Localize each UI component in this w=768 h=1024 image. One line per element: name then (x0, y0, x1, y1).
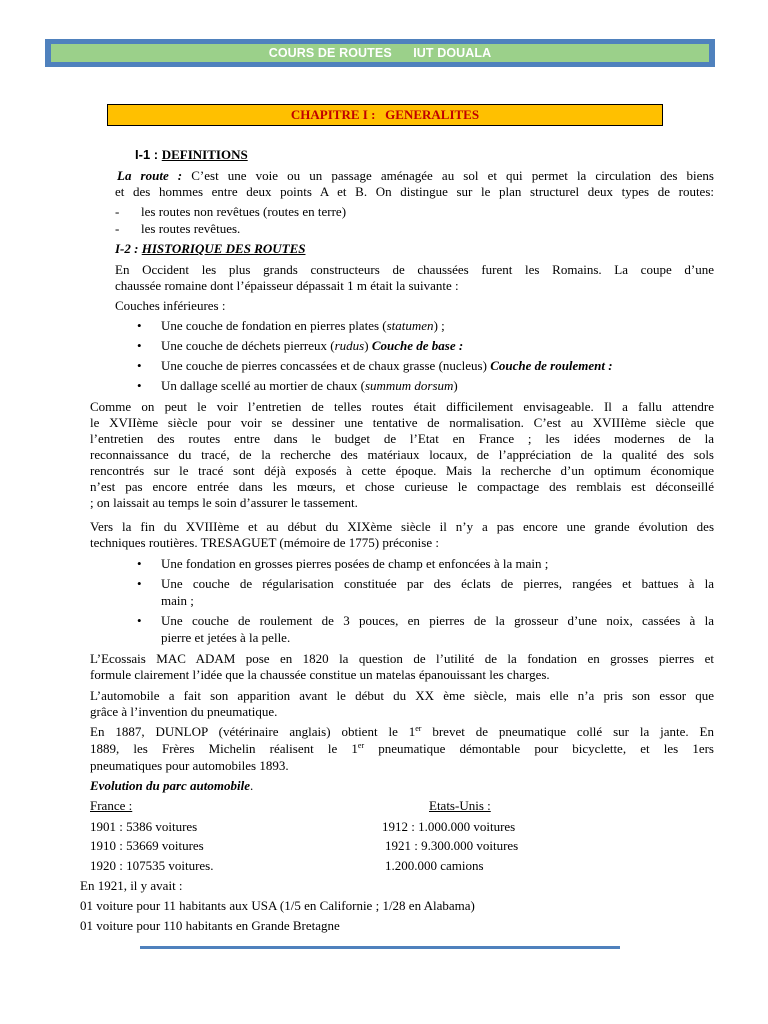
list-item (161, 378, 458, 394)
list-item (161, 318, 445, 334)
table-cell-france: 1910 : 53669 voitures (90, 838, 204, 853)
layer-label: Couche de base : (371, 338, 464, 353)
bullet-dot: • (137, 613, 142, 628)
paragraph-line: le XVIIème siècle pour voir se dessiner une tentative de normalisation. C’est au XVIIIème siècle que (90, 415, 714, 430)
superscript: er (357, 741, 365, 750)
paragraph-line: ; on laissait au temps le soin d’assurer le tassement. (90, 495, 358, 510)
section-title: HISTORIQUE DES ROUTES (141, 241, 306, 256)
list-label: Couches inférieures : (115, 298, 226, 313)
list-item: Une couche de régularisation constituée par des éclats de pierres, rangées et battues à la (161, 576, 714, 591)
list-item: les routes non revêtues (routes en terre) (141, 204, 347, 219)
text-span: Une couche de déchets pierreux ( (161, 338, 335, 353)
table-cell-france: 1920 : 107535 voitures. (90, 858, 214, 873)
bullet-dot: • (137, 556, 142, 571)
paragraph-line: rencontrés sur le tracé sont déjà exposés à cette époque. Mais la recherche d’un optimum économique (90, 463, 714, 478)
paragraph-line: 01 voiture pour 11 habitants aux USA (1/5 en Californie ; 1/28 en Alabama) (80, 898, 475, 913)
text-span: Une couche de fondation en pierres plates ( (161, 318, 387, 333)
list-item (161, 338, 463, 354)
section-number: I-1 : (135, 147, 162, 162)
list-item: les routes revêtues. (141, 221, 241, 236)
paragraph-line: l’entretien des routes entre dans le budget de l’Etat en France ; les idées modernes de la (90, 431, 714, 446)
paragraph-line: n’est pas encore entrée dans les mœurs, et chose curieuse le compactage des remblais est déconseillé (90, 479, 714, 494)
text-span: pneumatique démontable pour bicyclette, et les 1ers (364, 741, 714, 756)
paragraph-line: Vers la fin du XVIIIème et au début du XIXème siècle il n’y a pas encore une grande évolution des (90, 519, 714, 534)
paragraph-line: En 1921, il y avait : (80, 878, 183, 893)
chapter-title: CHAPITRE I : GENERALITES (290, 107, 480, 122)
subsection-title (90, 778, 253, 794)
dash-bullet: - (115, 221, 120, 236)
list-item: Une fondation en grosses pierres posées de champ et enfoncées à la main ; (161, 556, 549, 571)
text-span: 1889, les Frères Michelin réalisent le 1 (90, 741, 358, 756)
text-span: C’est une voie ou un passage aménagée au sol et qui permet la circulation des biens (182, 168, 714, 183)
section-heading-definitions (135, 147, 248, 163)
text-span: ) ; (433, 318, 445, 333)
paragraph-line: L’Ecossais MAC ADAM pose en 1820 la question de l’utilité de la fondation en grosses pierres et (90, 651, 714, 666)
latin-term: statumen (386, 318, 434, 333)
list-item-continuation: main ; (161, 593, 194, 608)
paragraph-line (90, 724, 714, 740)
paragraph-line: L’automobile a fait son apparition avant le début du XX ème siècle, mais elle n’a pris son essor que (90, 688, 714, 703)
table-cell-france: 1901 : 5386 voitures (90, 819, 198, 834)
text-span: brevet de pneumatique collé sur la jante. En (421, 724, 714, 739)
table-cell-usa: 1.200.000 camions (385, 858, 484, 873)
term-label: La route : (117, 168, 183, 183)
text-span: Une couche de pierres concassées et de chaux grasse (nucleus) (161, 358, 491, 373)
superscript: er (415, 724, 422, 733)
layer-label: Couche de roulement : (490, 358, 613, 373)
header-title: COURS DE ROUTES IUT DOUALA (268, 46, 492, 60)
chapter-title-box (107, 104, 663, 126)
list-item-continuation: pierre et jetées à la pelle. (161, 630, 291, 645)
bottom-rule (140, 946, 620, 949)
dash-bullet: - (115, 204, 120, 219)
table-cell-usa: 1921 : 9.300.000 voitures (385, 838, 519, 853)
subsection-title-text: Evolution du parc automobile (90, 778, 250, 793)
bullet-dot: • (137, 318, 142, 333)
paragraph-line: reconnaissance du tracé, de la recherche des matériaux locaux, de l’appréciation de la qualité des sols (90, 447, 714, 462)
paragraph-line: et des hommes entre deux points A et B. On distingue sur le plan structurel deux types de routes: (115, 184, 714, 199)
text-span: ) (453, 378, 458, 393)
paragraph-line: Comme on peut le voir l’entretien de telles routes était difficilement envisageable. Il a fallu attendre (90, 399, 714, 414)
paragraph-line: formule clairement l’idée que la chaussée constitue un matelas épanouissant les charges. (90, 667, 550, 682)
bullet-dot: • (137, 338, 142, 353)
paragraph-line: chaussée romaine dont l’épaisseur dépassait 1 m était la suivante : (115, 278, 459, 293)
latin-term: summum dorsum (364, 378, 454, 393)
column-header-usa: Etats-Unis : (429, 798, 491, 813)
text-span: En 1887, DUNLOP (vétérinaire anglais) obtient le 1 (90, 724, 416, 739)
table-cell-usa: 1912 : 1.000.000 voitures (382, 819, 516, 834)
header-banner-fill (51, 44, 709, 62)
section-heading-historique (115, 241, 305, 257)
list-item: Une couche de roulement de 3 pouces, en pierres de la grosseur d’une noix, cassées à la (161, 613, 714, 628)
paragraph-line: En Occident les plus grands constructeurs de chaussées furent les Romains. La coupe d’une (115, 262, 714, 277)
paragraph-line: techniques routières. TRESAGUET (mémoire de 1775) préconise : (90, 535, 439, 550)
paragraph-line: 01 voiture pour 110 habitants en Grande Bretagne (80, 918, 340, 933)
text-span: Un dallage scellé au mortier de chaux ( (161, 378, 365, 393)
list-item (161, 358, 613, 374)
paragraph-line (90, 741, 714, 757)
section-title: DEFINITIONS (161, 147, 248, 162)
section-number: I-2 : (115, 241, 142, 256)
column-header-france: France : (90, 798, 133, 813)
bullet-dot: • (137, 358, 142, 373)
header-banner (45, 39, 715, 67)
bullet-dot: • (137, 576, 142, 591)
paragraph-line (117, 168, 714, 184)
text-span: . (250, 778, 254, 793)
text-span: ) (364, 338, 372, 353)
latin-term: rudus (334, 338, 365, 353)
paragraph-line: pneumatiques pour automobiles 1893. (90, 758, 289, 773)
paragraph-line: grâce à l’invention du pneumatique. (90, 704, 278, 719)
bullet-dot: • (137, 378, 142, 393)
